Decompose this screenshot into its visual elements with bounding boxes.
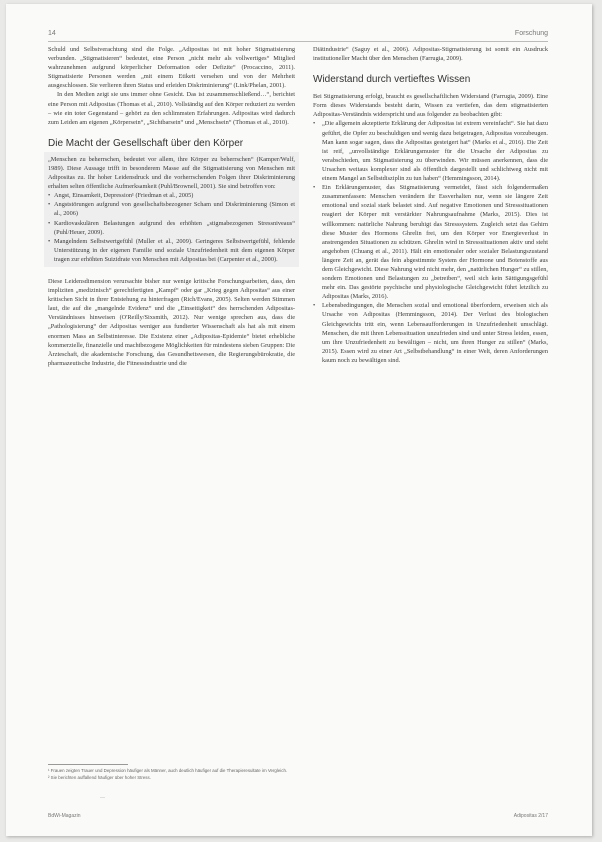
paragraph: „Menschen zu beherrschen, bedeutet vor allem, ihre Körper zu beherrschen“ (Kamper/Wulf, 1989). Diese Aussage trifft in besonderem Masse auf die Stigmatisierung von Menschen mit Adipositas zu. Ihr hoher Leidensdruck und die vorherrschenden Folgen ihrer Diskriminierung erhalten selten öffentliche Aufmerksamkeit (Puhl/Brownell, 2001). Sie sind betroffen von: bbox=[48, 155, 295, 191]
list-item: • Angst, Einsamkeit, Depression¹ (Friedman et al., 2005) bbox=[48, 191, 295, 200]
page-number: 14 bbox=[48, 30, 56, 37]
footer-publication: BdWi-Magazin bbox=[48, 813, 81, 819]
footnote: ² Sie berichten auffallend häufiger über hoher Stress. bbox=[48, 775, 151, 780]
left-column bbox=[48, 45, 295, 368]
list-item: • Lebensbedingungen, die Menschen sozial und emotional überfordern, erweisen sich als Ursache von Adipositas (Hemmingsson, 2014). Der Verlust des biologischen Gleichgewichts tritt ein, wenn Lebensaufforderungen in Unzufriedenheit umschlägt. Menschen, die mit ihren Lebenssituation unzufrieden sind und unter Stress leiden, essen, um ihre Unzufriedenheit zu bewältigen – nicht, um ihren Hunger zu stillen“ (Marks, 2015). Essen wird zu einer Art „Selbstbehandlung“ in einer Welt, deren Anforderungen kaum noch zu bewältigen sind. bbox=[313, 301, 548, 365]
right-column bbox=[313, 45, 548, 365]
list-item: • „Die allgemein akzeptierte Erklärung der Adipositas ist extrem vereinfacht“. Sie hat dazu geführt, die Opfer zu beschuldigen und wenig dazu beigetragen, Adipositas vorzubeugen. Man kann sogar sagen, dass die Adipositas gesteigert hat“ (Marks et al., 2016). Die Zeit ist reif, „unvollständige Erklärungsmuster für die Ursache der Adipositas zu verabschieden, um Stigmatisierung zu überwinden. Wir müssen anerkennen, dass die Ursachen weitaus komplexer sind als öffentlich dargestellt und schlichtweg nicht mit einem Mangel an Selbstdisziplin zu tun haben“ (Hemmingsson, 2014). bbox=[313, 119, 548, 183]
list-item: • Mangelndem Selbstwertgefühl (Muller et al., 2009). Geringeres Selbstwertgefühl, fehlende Unterstützung in der eigenen Familie und soziale Unzufriedenheit mit dem eigenen Körper tragen zur erhöhten Suizidrate von Menschen mit Adipositas bei (Carpenter et al., 2000). bbox=[48, 237, 295, 264]
footnote-rule bbox=[48, 764, 128, 765]
header-rule bbox=[48, 41, 548, 42]
bullet-list bbox=[313, 119, 548, 365]
running-header: Forschung bbox=[514, 30, 548, 37]
paragraph: Diese Leidensdimension verursachte bisher nur wenige kritische Forschungsarbeiten, dass, den impliziten „medizinisch“ gerechtfertigten „Kampf“ oder gar „Krieg gegen Adipositas“ aus einer kritischen Sicht in ihrer Entstehung zu hinterfragen (Rich/Evans, 2005). Selten werden Stimmen laut, die auf die „mangelnde Evidenz“ und die „Einseitigkeit“ des herrschenden Adipositas-Verständnisses hinweisen (O'Reilly/Sixsmith, 2012). Nur wenige sprechen aus, dass die „Pathologisierung“ der Adipositas weniger aus fundierter Wissenschaft als hat als mit einem enormen Mass an Selbstinteresse. Die Existenz einer „Adipositas-Epidemie“ bietet erhebliche kommerzielle, finanzielle und machtbezogene Möglichkeiten für mindestens sieben Gruppen: Die Ärzteschaft, die akademische Forschung, das Gesundheitswesen, die Regierungsbürokratie, die pharmazeutische Industrie, die Fitnessindustrie und die bbox=[48, 277, 295, 367]
margin-mark: — bbox=[100, 796, 105, 801]
list-item: • Kardiovaskulären Belastungen aufgrund des erhöhten „stigmabezogenen Stressniveaus“ (Puhl/Heuer, 2009). bbox=[48, 219, 295, 237]
paragraph: Diätindustrie“ (Saguy et al., 2006). Adipositas-Stigmatisierung ist somit ein Ausdruck institutioneller Macht über den Menschen (Farrugia, 2009). bbox=[313, 46, 548, 63]
paragraph: Schuld und Selbstverachtung sind die Folge. „Adipositas ist mit hoher Stigmatisierung verbunden. „Stigmatisieren“ bedeutet, eine Person „nicht mehr als vollwertiges“ Mitglied wahrzunehmen aufgrund körperlicher Deformation oder Defizite“ (Procaccino, 2011). Stigmatisierte Personen werden „mit einem Etikett versehen und von der Mehrheit ausgeschlossen. Sie verlieren ihren Status und erleiden Diskriminierung“ (Link/Phelan, 2001). bbox=[48, 46, 295, 90]
bullet-list bbox=[48, 191, 295, 264]
highlight-box bbox=[44, 152, 299, 267]
paragraph: Bei Stigmatisierung erfolgt, braucht es gesellschaftlichen Widerstand (Farrugia, 2009). Eine Form dieses Widerstands besteht darin, Wissen zu vertiefen, das dem stigmatisierten Adipositas-Verständnis widerspricht und aus folgender zu beobachten gibt: bbox=[313, 93, 548, 119]
section-heading: Die Macht der Gesellschaft über den Körper bbox=[48, 137, 244, 149]
footer-issue: Adipositas 2/17 bbox=[513, 813, 548, 819]
section-heading: Widerstand durch vertieftes Wissen bbox=[313, 74, 471, 86]
footnote: ¹ Frauen zeigten Trauer und Depression häufiger als Männer, auch deutlich häufiger auf die Therapieresultate im Vergleich. bbox=[48, 768, 288, 773]
paragraph: In den Medien zeigt sie uns immer ohne Gesicht. Das ist zusammenschließend…“, berichtet eine Person mit Adipositas (Thomas et al., 2010). Vollständig auf den Körper reduziert zu werden – wie ein toter Gegenstand – gehört zu den schlimmsten Erfahrungen. Adipositas wird dadurch zum Leiden am eigenen „Körpersein“, „Sichtbarsein“ und „Menschsein“ (Thomas et al., 2010). bbox=[48, 91, 295, 126]
list-item: • Angststörungen aufgrund von gesellschaftsbezogener Scham und Diskriminierung (Simon et al., 2006) bbox=[48, 200, 295, 218]
list-item: • Ein Erklärungsmuster, das Stigmatisierung vermeidet, fässt sich folgendermaßen zusammenfassen: Menschen verändern ihr Essverhalten nur, wenn sie längere Zeit emotional und sozial stark belastet sind. Auf negative Emotionen und Stresssituationen reagiert der Körper mit verstärkter Nahrungsaufnahme (Marks, 2015). Dies ist willkommen: natürliche Nahrung beruhigt das Stresssystem. Zugleich setzt das Gehirn diese Muster des Hormons Ghrelin frei, um den Körper vor Energieverlust in anstrengenden Situationen zu schützen. Ghrelin wird in Stresssituationen aktiv und steht angehoben (Chuang et al., 2011). Hält ein emotionaler oder sozialer Belastungszustand längere Zeit an, gerät das fein abgestimmte System der Hormone und Botenstoffe aus dem Gleichgewicht. Diese Nahrung wird nicht mehr, den „natürlichen Hunger“ zu stillen, sondern Emotionen und Belastungen zu „betreiben“, weil sich kein Sättigungsgefühl mehr ein. Das gestörte psychische und physiologische Gleichgewicht führt letztlich zu Adipositas (Marks, 2016). bbox=[313, 183, 548, 301]
document-page bbox=[6, 4, 592, 836]
